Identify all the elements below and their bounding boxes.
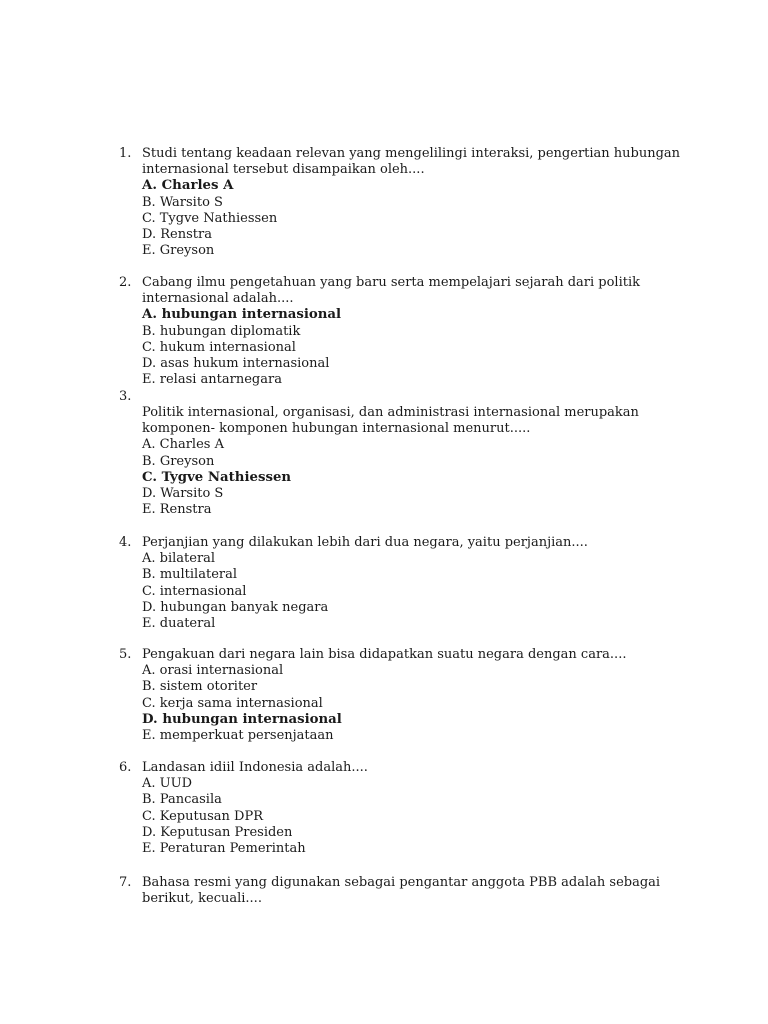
question-number: 7. xyxy=(119,875,132,890)
answer-option: C. Tygve Nathiessen xyxy=(142,210,278,226)
question-body xyxy=(142,535,642,632)
answer-option: A. orasi internasional xyxy=(142,663,284,679)
question-stem-line: berikut, kecuali.... xyxy=(142,891,262,907)
answer-option-correct: A. hubungan internasional xyxy=(142,307,342,323)
question-number: 5. xyxy=(119,647,132,662)
question-stem-line: Studi tentang keadaan relevan yang mengelilingi interaksi, pengertian hubungan xyxy=(142,146,681,161)
question-stem-line: komponen- komponen hubungan internasional menurut..... xyxy=(142,421,531,437)
question-stem-line: Politik internasional, organisasi, dan administrasi internasional merupakan xyxy=(142,405,639,420)
answer-option: D. hubungan banyak negara xyxy=(142,599,329,615)
answer-option: A. Charles A xyxy=(142,437,224,453)
answer-option: D. asas hukum internasional xyxy=(142,356,330,372)
answer-option-correct: D. hubungan internasional xyxy=(142,711,342,727)
answer-option: D. Keputusan Presiden xyxy=(142,824,293,840)
question-number: 6. xyxy=(119,760,132,775)
question-number: 1. xyxy=(119,146,132,161)
question-body xyxy=(142,405,642,518)
answer-option: B. hubungan diplomatik xyxy=(142,323,301,339)
question-stem-line: Cabang ilmu pengetahuan yang baru serta mempelajari sejarah dari politik xyxy=(142,275,640,290)
question-stem-line: Perjanjian yang dilakukan lebih dari dua negara, yaitu perjanjian.... xyxy=(142,535,588,550)
answer-option: C. hukum internasional xyxy=(142,339,296,355)
question-number: 4. xyxy=(119,535,132,550)
answer-option-correct: A. Charles A xyxy=(142,178,234,194)
answer-option-correct: C. Tygve Nathiessen xyxy=(142,469,292,485)
answer-option: B. Greyson xyxy=(142,453,215,469)
answer-option: B. Warsito S xyxy=(142,194,223,210)
question-stem-line: internasional tersebut disampaikan oleh.... xyxy=(142,162,425,178)
answer-option: A. UUD xyxy=(142,776,192,792)
question-stem-line: Pengakuan dari negara lain bisa didapatkan suatu negara dengan cara.... xyxy=(142,647,627,662)
answer-option: B. sistem otoriter xyxy=(142,679,258,695)
question-number: 2. xyxy=(119,275,132,290)
answer-option: E. Peraturan Pemerintah xyxy=(142,841,306,857)
answer-option: D. Renstra xyxy=(142,227,212,243)
question-stem-line: internasional adalah.... xyxy=(142,291,294,307)
question-stem-line: Bahasa resmi yang digunakan sebagai pengantar anggota PBB adalah sebagai xyxy=(142,875,661,890)
answer-option: E. memperkuat persenjataan xyxy=(142,728,334,744)
answer-option: E. Renstra xyxy=(142,502,212,518)
question-body xyxy=(142,875,661,907)
answer-option: B. Pancasila xyxy=(142,792,222,808)
question-body xyxy=(142,146,681,259)
answer-option: C. internasional xyxy=(142,583,247,599)
question-body xyxy=(142,647,642,744)
answer-option: E. duateral xyxy=(142,616,216,632)
answer-option: D. Warsito S xyxy=(142,486,224,502)
answer-option: B. multilateral xyxy=(142,567,238,583)
question-stem-line: Landasan idiil Indonesia adalah.... xyxy=(142,760,368,775)
question-body xyxy=(142,275,642,388)
answer-option: C. kerja sama internasional xyxy=(142,695,323,711)
question-body xyxy=(142,760,642,857)
question-number: 3. xyxy=(119,389,132,404)
answer-option: E. relasi antarnegara xyxy=(142,372,282,388)
answer-option: E. Greyson xyxy=(142,243,215,259)
answer-option: C. Keputusan DPR xyxy=(142,808,263,824)
answer-option: A. bilateral xyxy=(142,551,216,567)
